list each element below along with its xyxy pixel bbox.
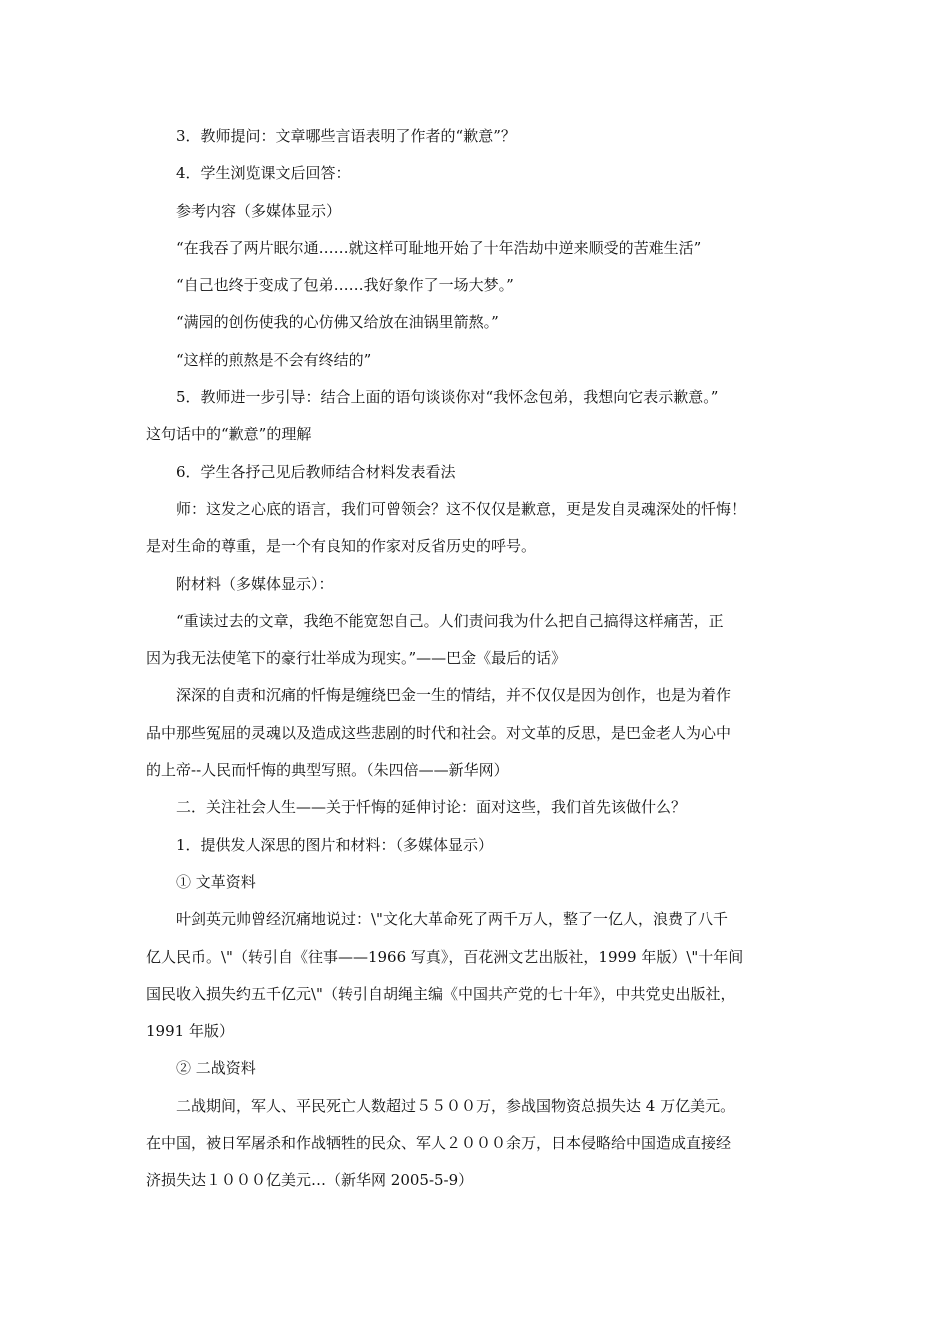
text-line: 附材料（多媒体显示）：: [176, 574, 334, 593]
text-line: 4．学生浏览课文后回答：: [176, 164, 351, 183]
text-line: 3．教师提问：文章哪些言语表明了作者的“歉意”？: [176, 127, 516, 145]
text-line: 6．学生各抒己见后教师结合材料发表看法: [176, 462, 456, 481]
text-line: ① 文革资料: [176, 872, 256, 891]
text-line: 在中国，被日军屠杀和作战牺牲的民众、军人２０００余万，日本侵略给中国造成直接经: [146, 1134, 732, 1153]
text-line: 深深的自责和沉痛的忏悔是缠绕巴金一生的情结，并不仅仅是因为创作，也是为着作: [176, 686, 732, 705]
text-line: “重读过去的文章，我绝不能宽恕自己。人们责问我为什么把自己搞得这样痛苦，正: [176, 611, 724, 630]
text-line: 因为我无法使笔下的豪行壮举成为现实。”——巴金《最后的话》: [146, 649, 567, 668]
text-line: 二．关注社会人生——关于忏悔的延伸讨论：面对这些，我们首先该做什么？: [176, 798, 687, 817]
text-line: 师：这发之心底的语言，我们可曾领会？这不仅仅是歉意，更是发自灵魂深处的忏悔！: [176, 499, 747, 518]
text-line: 参考内容（多媒体显示）: [176, 201, 342, 220]
text-line: 二战期间，军人、平民死亡人数超过５５００万，参战国物资总损失达 4 万亿美元。: [176, 1096, 736, 1115]
text-line: “满园的创伤使我的心仿佛又给放在油锅里箭熬。”: [176, 313, 499, 332]
text-line: “自己也终于变成了包弟……我好象作了一场大梦。”: [176, 276, 514, 295]
text-line: 国民收入损失约五千亿元\"（转引自胡绳主编《中国共产党的七十年》，中共党史出版社，: [146, 984, 736, 1003]
text-line: 1．提供发人深思的图片和材料：（多媒体显示）: [176, 835, 494, 854]
text-line: 的上帝--人民而忏悔的典型写照。（朱四倍——新华网）: [146, 761, 509, 780]
text-line: 这句话中的“歉意”的理解: [146, 425, 312, 444]
text-line: “在我吞了两片眠尔通……就这样可耻地开始了十年浩劫中逆来顺受的苦难生活”: [176, 238, 702, 257]
text-line: 1991 年版）: [146, 1022, 234, 1041]
text-line: 叶剑英元帅曾经沉痛地说过：\"文化大革命死了两千万人，整了一亿人，浪费了八千: [176, 910, 728, 929]
text-line: 济损失达１０００亿美元…（新华网 2005-5-9）: [146, 1171, 474, 1190]
text-line: 5．教师进一步引导：结合上面的语句谈谈你对“我怀念包弟，我想向它表示歉意。”: [176, 388, 719, 407]
text-line: “这样的煎熬是不会有终结的”: [176, 350, 372, 369]
text-line: 是对生命的尊重，是一个有良知的作家对反省历史的呼号。: [146, 537, 537, 556]
text-line: ② 二战资料: [176, 1059, 256, 1078]
text-line: 亿人民币。\"（转引自《往事——1966 写真》，百花洲文艺出版社，1999 年版）\"十年间: [146, 947, 744, 966]
text-line: 品中那些冤屈的灵魂以及造成这些悲剧的时代和社会。对文革的反思，是巴金老人为心中: [146, 723, 732, 742]
document-body: [146, 122, 806, 1204]
